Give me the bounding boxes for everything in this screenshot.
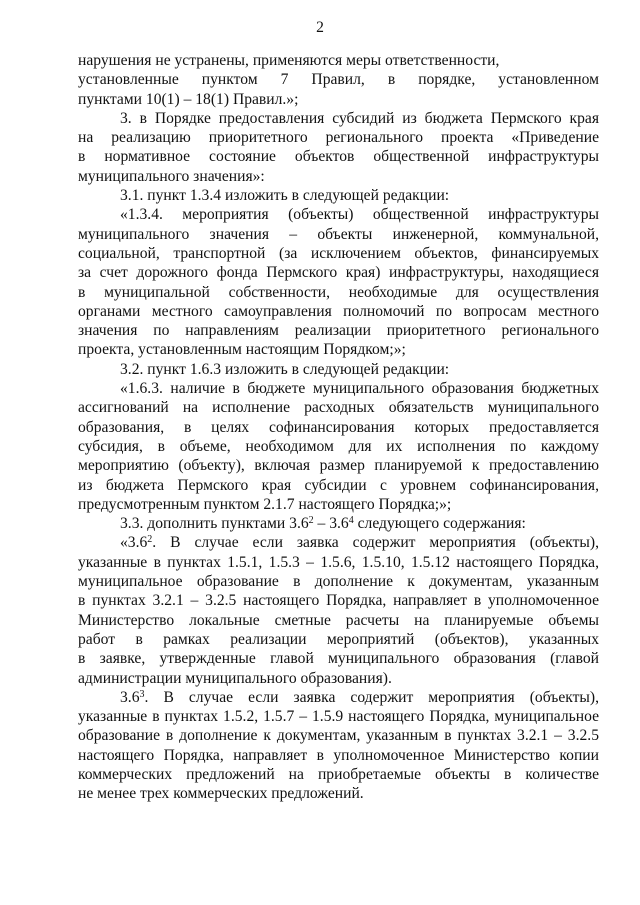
text-line: не менее трех коммерческих предложений. xyxy=(78,785,364,803)
text-line: проекта, установленным настоящим Порядком;»; xyxy=(78,341,406,359)
text-line: администрации муниципального образования). xyxy=(78,669,392,687)
text-line: в муниципальной собственности, необходимые для осуществления xyxy=(78,283,599,301)
text-line: работ в рамках реализации мероприятий (объектов), указанных xyxy=(78,630,599,648)
text-line: в пунктах 3.2.1 – 3.2.5 настоящего Порядка, направляет в уполномоченное xyxy=(78,592,599,610)
text-line: муниципальное образование в дополнение к документам, указанным xyxy=(78,573,599,591)
text-line: муниципального значения»: xyxy=(78,167,265,185)
text-line-amendment-heading: 3.3. дополнить пунктами $3.6^2 - 3.6^4$ следующего содержания: xyxy=(120,515,526,533)
text-line: в нормативное состояние объектов общественной инфраструктуры xyxy=(78,148,599,166)
text-line: «1.6.3. наличие в бюджете муниципального образования бюджетных xyxy=(120,380,599,398)
text-line: 3.2. пункт 1.6.3 изложить в следующей редакции: xyxy=(120,360,450,378)
text-line: 3. в Порядке предоставления субсидий из бюджета Пермского края xyxy=(120,109,599,127)
text-line: в заявке, утвержденные главой муниципального образования (главой xyxy=(78,650,599,668)
text-line: «1.3.4. мероприятия (объекты) общественной инфраструктуры xyxy=(120,206,599,224)
text-line-clause-3-6-2: «$3.6^2$. В случае если заявка содержит мероприятия (объекты), xyxy=(120,534,599,552)
text-line: на реализацию приоритетного регионального проекта «Приведение xyxy=(78,129,599,147)
document-body xyxy=(78,51,599,804)
text-line: образование в дополнение к документам, указанным в пунктах 3.2.1 – 3.2.5 xyxy=(78,727,599,745)
text-line: Министерство локальные сметные расчеты на планируемые объемы xyxy=(78,611,599,629)
text-line: за счет дорожного фонда Пермского края) инфраструктуры, находящиеся xyxy=(78,264,599,282)
text-line: предусмотренным пунктом 2.1.7 настоящего Порядка;»; xyxy=(78,495,452,513)
text-line: нарушения не устранены, применяются меры ответственности, xyxy=(78,52,500,69)
text-line-clause-3-6-3: $3.6^3$. В случае если заявка содержит мероприятия (объекты), xyxy=(120,688,599,706)
text-line: указанные в пунктах 1.5.2, 1.5.7 – 1.5.9 настоящего Порядка, муниципальное xyxy=(78,708,599,726)
text-line: указанные в пунктах 1.5.1, 1.5.3 – 1.5.6, 1.5.10, 1.5.12 настоящего Порядка, xyxy=(78,553,599,571)
text-line: 3.1. пункт 1.3.4 изложить в следующей редакции: xyxy=(120,187,450,205)
text-line: значения по направлениям реализации приоритетного регионального xyxy=(78,322,599,340)
text-line: образования, в целях софинансирования которых предоставляется xyxy=(78,418,599,436)
text-line: коммерческих предложений на приобретаемые объекты в количестве xyxy=(78,765,599,783)
text-line: мероприятию (объекту), включая размер планируемой к предоставлению xyxy=(78,457,599,475)
text-line: настоящего Порядка, направляет в уполномоченное Министерство копии xyxy=(78,746,599,764)
text-line: ассигнований на исполнение расходных обязательств муниципального xyxy=(78,399,599,417)
text-line: субсидия, в объеме, необходимом для их исполнения по каждому xyxy=(78,437,599,455)
page-number: 2 xyxy=(316,19,324,36)
text-line: пунктами 10(1) – 18(1) Правил.»; xyxy=(78,90,299,108)
text-line: органами местного самоуправления полномочий по вопросам местного xyxy=(78,302,599,320)
text-line: муниципального значения – объекты инженерной, коммунальной, xyxy=(78,225,599,243)
text-line: из бюджета Пермского края субсидии с уровнем софинансирования, xyxy=(78,476,599,494)
text-line: социальной, транспортной (за исключением объектов, финансируемых xyxy=(78,244,599,262)
text-line: установленные пунктом 7 Правил, в порядке, установленном xyxy=(78,71,599,89)
